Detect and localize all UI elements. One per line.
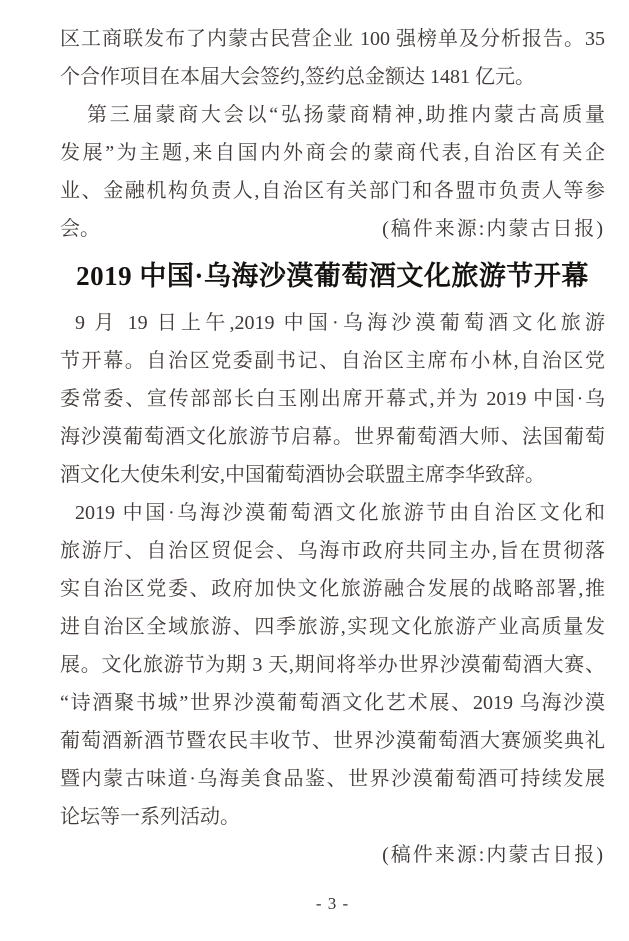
paragraph-last-line (60, 210, 605, 248)
paragraph (60, 304, 605, 494)
text-line: 实自治区党委、政府加快文化旅游融合发展的战略部署,推 (60, 578, 605, 600)
text-line: 2019 中国·乌海沙漠葡萄酒文化旅游节由自治区文化和 (75, 502, 605, 524)
text-line: 海沙漠葡萄酒文化旅游节启幕。世界葡萄酒大师、法国葡萄 (60, 426, 605, 448)
text-line: “诗酒聚书城”世界沙漠葡萄酒文化艺术展、2019 乌海沙漠 (60, 692, 605, 714)
text-line: 进自治区全域旅游、四季旅游,实现文化旅游产业高质量发 (60, 616, 605, 638)
text-line: 委常委、宣传部部长白玉刚出席开幕式,并为 2019 中国·乌 (60, 388, 605, 410)
text-line: 第三届蒙商大会以“弘扬蒙商精神,助推内蒙古高质量 (87, 104, 605, 126)
paragraph (60, 494, 605, 836)
text-line: 酒文化大使朱利安,中国葡萄酒协会联盟主席李华致辞。 (60, 464, 545, 486)
article-previous-continuation (60, 20, 605, 248)
text-line: 区工商联发布了内蒙古民营企业 100 强榜单及分析报告。35 (60, 28, 605, 50)
paragraph (60, 20, 605, 96)
page-number: - 3 - (315, 894, 350, 913)
text-line: 发展”为主题,来自国内外商会的蒙商代表,自治区有关企 (60, 142, 605, 164)
text-line: 展。文化旅游节为期 3 天,期间将举办世界沙漠葡萄酒大赛、 (60, 654, 605, 676)
text-line: 节开幕。自治区党委副书记、自治区主席布小林,自治区党 (60, 350, 605, 372)
text-line: 葡萄酒新酒节暨农民丰收节、世界沙漠葡萄酒大赛颁奖典礼 (60, 730, 605, 752)
text-line: 9 月 19 日上午,2019 中国·乌海沙漠葡萄酒文化旅游 (75, 312, 605, 334)
source-attribution: (稿件来源:内蒙古日报) (382, 844, 605, 866)
text-line: 论坛等一系列活动。 (60, 806, 240, 828)
source-attribution: (稿件来源:内蒙古日报) (382, 218, 605, 240)
paragraph-end-text: 会。 (60, 218, 100, 240)
text-line: 业、金融机构负责人,自治区有关部门和各盟市负责人等参 (60, 180, 605, 202)
text-line: 暨内蒙古味道·乌海美食品鉴、世界沙漠葡萄酒可持续发展 (60, 768, 605, 790)
article-title: 2019 中国·乌海沙漠葡萄酒文化旅游节开幕 (76, 261, 589, 291)
article-wine-festival (60, 304, 605, 874)
paragraph (60, 96, 605, 210)
text-line: 个合作项目在本届大会签约,签约总金额达 1481 亿元。 (60, 66, 535, 88)
text-line: 旅游厅、自治区贸促会、乌海市政府共同主办,旨在贯彻落 (60, 540, 605, 562)
source-attribution-line (60, 836, 605, 874)
